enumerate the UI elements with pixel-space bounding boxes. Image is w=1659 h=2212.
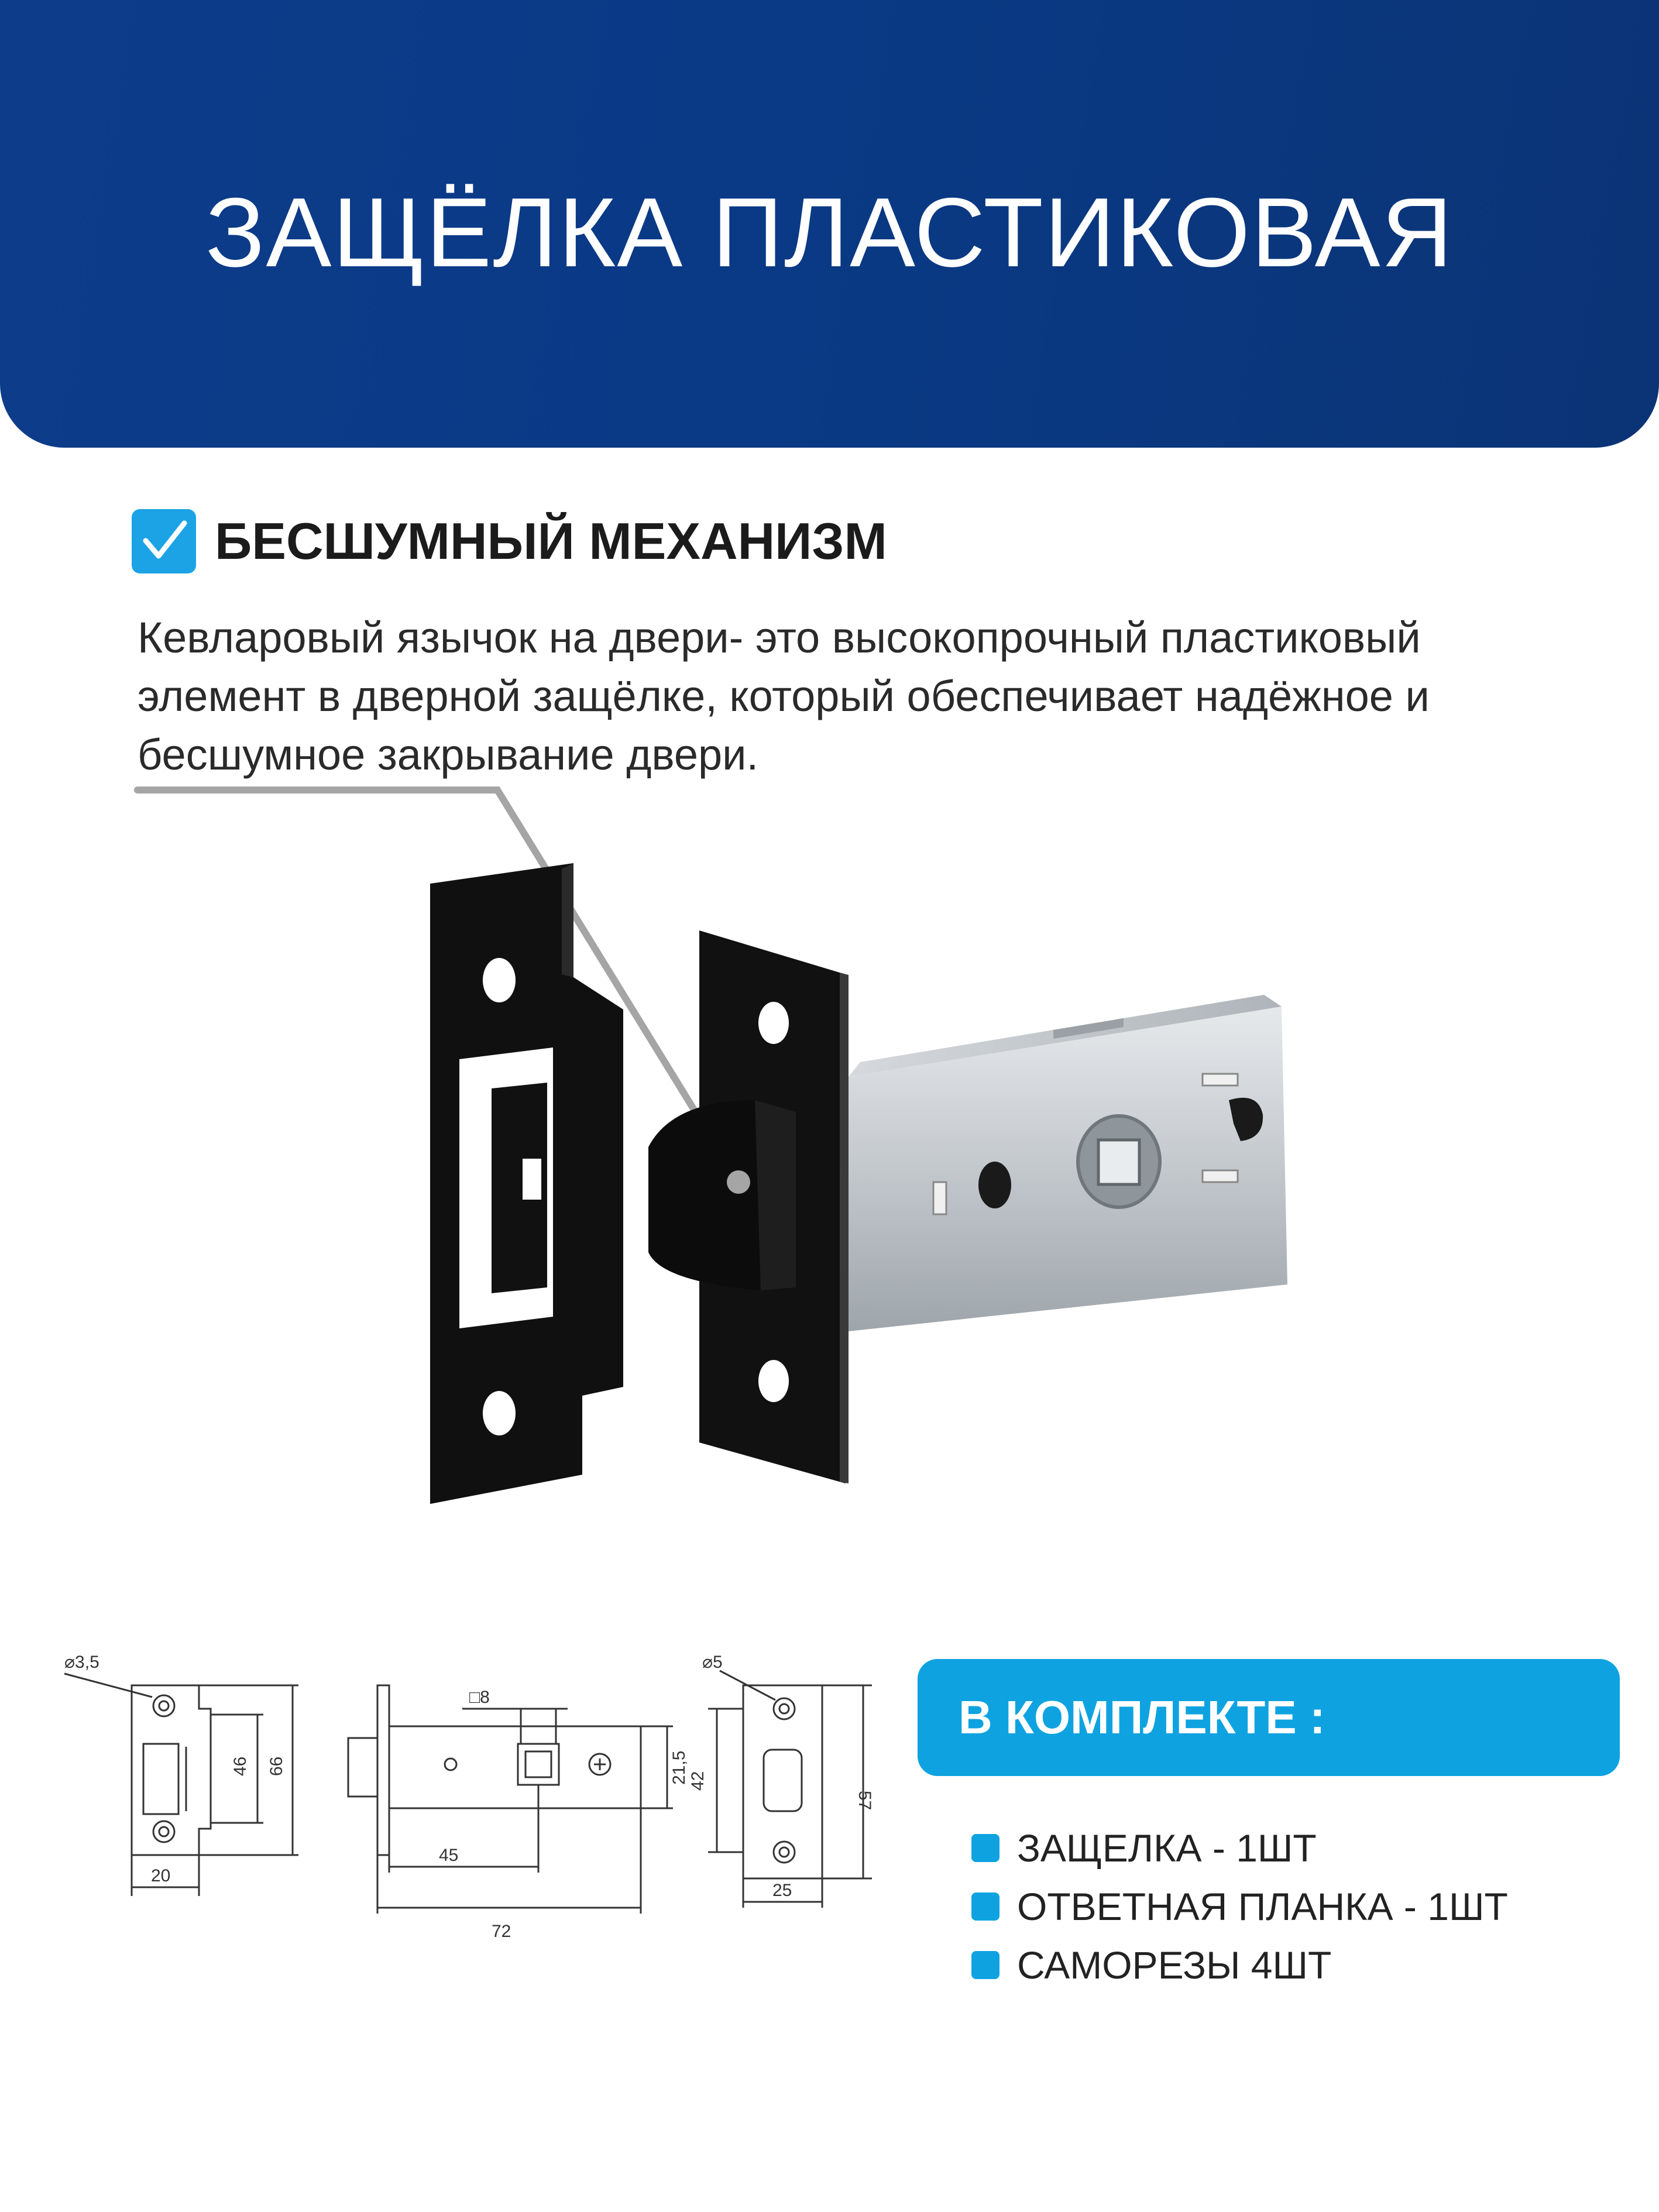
latch-length: 72 bbox=[492, 1922, 511, 1941]
latch-side-drawing bbox=[348, 1685, 673, 1914]
feature-title: БЕСШУМНЫЙ МЕХАНИЗМ bbox=[215, 512, 887, 570]
header-banner bbox=[0, 0, 1659, 448]
faceplate-drawing bbox=[708, 1671, 872, 1908]
strike-plate bbox=[430, 863, 623, 1504]
feature-description bbox=[138, 609, 1577, 784]
strike-plate-drawing bbox=[64, 1674, 298, 1896]
latch-faceplate bbox=[648, 930, 849, 1483]
square-bullet-icon bbox=[971, 1892, 999, 1921]
strike-width: 20 bbox=[151, 1866, 171, 1885]
strike-hole-label: ⌀3,5 bbox=[64, 1653, 99, 1672]
square-bullet-icon bbox=[971, 1951, 999, 1979]
faceplate-inner-height: 42 bbox=[688, 1771, 707, 1791]
faceplate-hole-label: ⌀5 bbox=[702, 1653, 723, 1672]
page-title: ЗАЩЁЛКА ПЛАСТИКОВАЯ bbox=[205, 177, 1454, 287]
kit-title: В КОМПЛЕКТЕ : bbox=[959, 1691, 1325, 1743]
kit-item-label: ОТВЕТНАЯ ПЛАНКА - 1ШТ bbox=[1017, 1885, 1508, 1928]
latch-product-image bbox=[0, 772, 1659, 1580]
faceplate-outer-height: 57 bbox=[855, 1791, 874, 1811]
feature-line: бесшумное закрывание двери. bbox=[138, 730, 759, 779]
kit-list bbox=[971, 1820, 1508, 1995]
latch-spacing: 21,5 bbox=[669, 1750, 689, 1785]
list-item bbox=[971, 1878, 1508, 1935]
strike-outer-height: 66 bbox=[267, 1756, 286, 1776]
list-item bbox=[971, 1820, 1508, 1876]
check-icon bbox=[132, 509, 196, 573]
latch-body bbox=[849, 995, 1287, 1331]
kit-item-label: САМОРЕЗЫ 4ШТ bbox=[1017, 1943, 1332, 1987]
feature-header bbox=[132, 509, 887, 573]
technical-drawings bbox=[53, 1650, 889, 1990]
list-item bbox=[971, 1937, 1508, 1993]
latch-backset: 45 bbox=[439, 1846, 459, 1865]
latch-square-label: □8 bbox=[469, 1688, 490, 1707]
square-bullet-icon bbox=[971, 1834, 999, 1862]
kit-item-label: ЗАЩЕЛКА - 1ШТ bbox=[1017, 1826, 1317, 1870]
kit-banner bbox=[918, 1659, 1620, 1776]
feature-line: элемент в дверной защёлке, который обеспечивает надёжное и bbox=[138, 672, 1430, 720]
faceplate-width: 25 bbox=[772, 1881, 792, 1900]
strike-inner-height: 46 bbox=[231, 1756, 250, 1776]
feature-line: Кевларовый язычок на двери- это высокопрочный пластиковый bbox=[138, 613, 1421, 662]
